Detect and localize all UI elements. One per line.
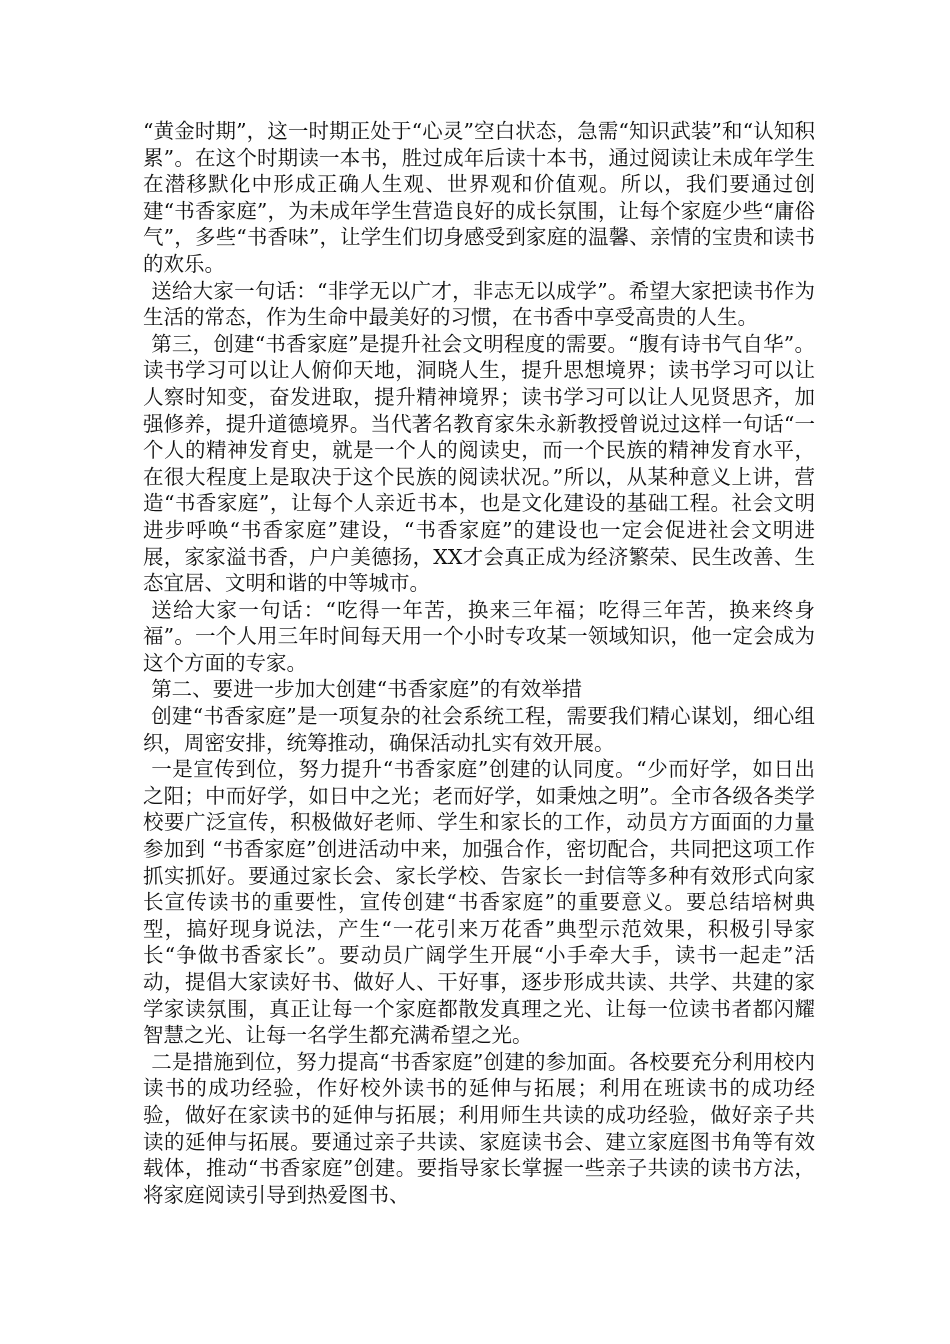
document-page xyxy=(143,118,815,1208)
paragraph-golden-period: “黄金时期”，这一时期正处于“心灵”空白状态，急需“知识武装”和“认知积累”。在这个时期读一本书，胜过成年后读十本书，通过阅读让未成年学生在潜移默化中形成正确人生观、世界观和价值观。所以，我们要通过创建“书香家庭”，为未成年学生营造良好的成长氛围，让每个家庭少些“庸俗气”，多些“书香味”，让学生们切身感受到家庭的温馨、亲情的宝贵和读书的欢乐。 xyxy=(143,119,815,276)
paragraph-quote-one: 送给大家一句话：“非学无以广才，非志无以成学”。希望大家把读书作为生活的常态，作为生命中最美好的习惯，在书香中享受高贵的人生。 xyxy=(143,278,815,330)
section-heading-second: 第二、要进一步加大创建“书香家庭”的有效举措 xyxy=(151,677,583,702)
paragraph-quote-two: 送给大家一句话：“吃得一年苦，换来三年福；吃得三年苦，换来终身福”。一个人用三年时间每天用一个小时专攻某一领域知识，他一定会成为这个方面的专家。 xyxy=(143,597,815,675)
paragraph-measures: 二是措施到位，努力提高“书香家庭”创建的参加面。各校要充分利用校内读书的成功经验，作好校外读书的延伸与拓展；利用在班读书的成功经验，做好在家读书的延伸与拓展；利用师生共读的成功经验，做好亲子共读的延伸与拓展。要通过亲子共读、家庭读书会、建立家庭图书角等有效载体，推动“书香家庭”创建。要指导家长掌握一些亲子共读的读书方法，将家庭阅读引导到热爱图书、 xyxy=(143,1049,815,1207)
paragraph-system-engineering: 创建“书香家庭”是一项复杂的社会系统工程，需要我们精心谋划，细心组织，周密安排，统筹推动，确保活动扎实有效开展。 xyxy=(143,704,815,755)
paragraph-publicity: 一是宣传到位，努力提升“书香家庭”创建的认同度。“少而好学，如日出之阳；中而好学，如日中之光；老而好学，如秉烛之明”。全市各级各类学校要广泛宣传，积极做好老师、学生和家长的工作，动员方方面面的力量参加到 “书香家庭”创进活动中来，加强合作，密切配合，共同把这项工作抓实抓好。要通过家长会、家长学校、告家长一封信等多种有效形式向家长宣传读书的重要性，宣传创建“书香家庭”的重要意义。要总结培树典型，搞好现身说法，产生“一花引来万花香”典型示范效果，积极引导家长“争做书香家长”。要动员广阔学生开展“小手牵大手，读书一起走”活动，提倡大家读好书、做好人、干好事，逐步形成共读、共学、共建的家学家读氛围，真正让每一个家庭都散发真理之光、让每一位读书者都闪耀智慧之光、让每一名学生都充满希望之光。 xyxy=(143,757,815,1048)
paragraph-third-point: 第三，创建“书香家庭”是提升社会文明程度的需要。“腹有诗书气自华”。读书学习可以让人俯仰天地，洞晓人生，提升思想境界；读书学习可以让人察时知变，奋发进取，提升精神境界；读书学习可以让人见贤思齐，加强修养，提升道德境界。当代著名教育家朱永新教授曾说过这样一句话“一个人的精神发育史，就是一个人的阅读史，而一个民族的精神发育水平，在很大程度上是取决于这个民族的阅读状况。”所以，从某种意义上讲，营造“书香家庭”，让每个人亲近书本，也是文化建设的基础工程。社会文明进步呼唤“书香家庭”建设，“书香家庭”的建设也一定会促进社会文明进展，家家溢书香，户户美德扬，XX才会真正成为经济繁荣、民生改善、生态宜居、文明和谐的中等城市。 xyxy=(143,331,815,596)
